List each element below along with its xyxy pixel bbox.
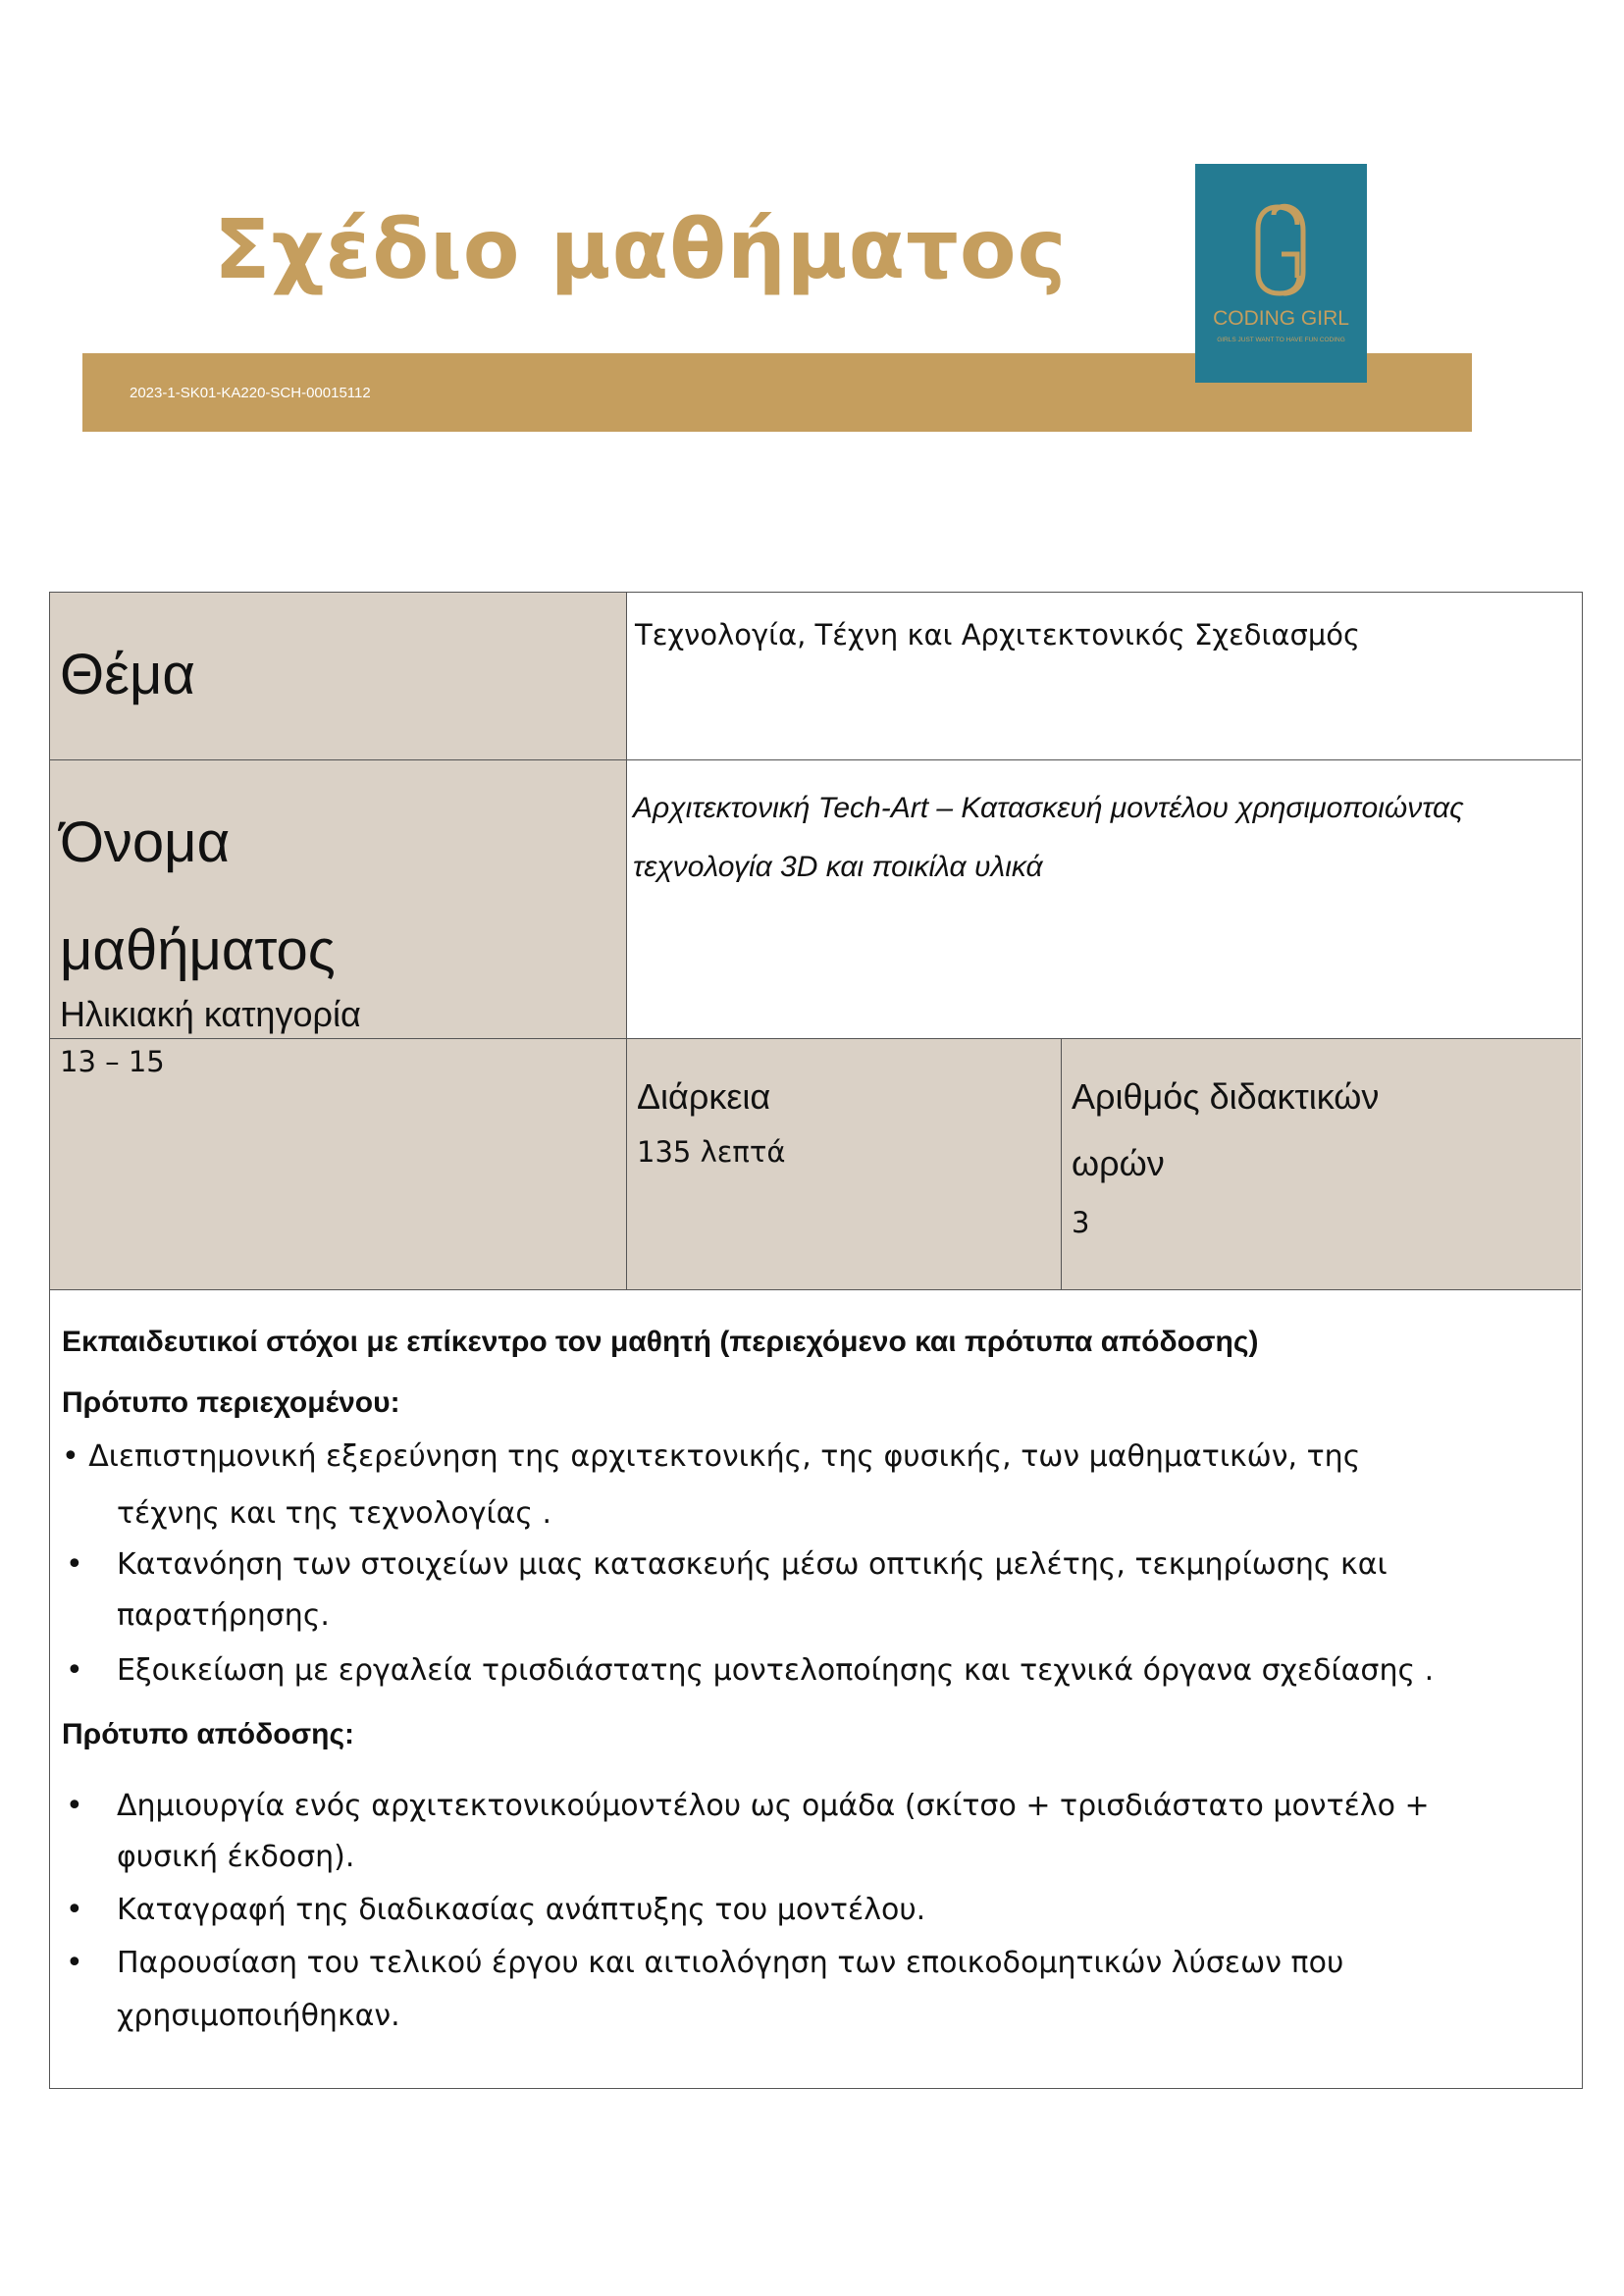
lesson-name-value-cell [627, 760, 1581, 1039]
performance-item-3-line2: χρησιμοποιήθηκαν. [117, 1999, 400, 2033]
duration-label: Διάρκεια [637, 1076, 771, 1117]
hours-label-2: ωρών [1072, 1143, 1165, 1183]
content-item-3-line1: Εξοικείωση με εργαλεία τρισδιάστατης μοντελοποίησης και τεχνικά όργανα σχεδίασης . [117, 1653, 1435, 1688]
logo-tagline: GIRLS JUST WANT TO HAVE FUN CODING [1217, 337, 1345, 343]
hours-label-1: Αριθμός διδακτικών [1072, 1076, 1380, 1117]
bullet-icon: • [66, 1789, 83, 1823]
content-item-2-line2: παρατήρησης. [117, 1598, 330, 1633]
hours-value: 3 [1072, 1206, 1090, 1239]
bullet-icon: • [66, 1547, 83, 1582]
page-title: Σχέδιο μαθήματος [214, 201, 1068, 297]
bullet-icon: • [66, 1946, 83, 1980]
subject-label-cell [50, 593, 627, 760]
lesson-plan-table [49, 592, 1583, 2089]
performance-item-2-line1: Καταγραφή της διαδικασίας ανάπτυξης του μοντέλου. [117, 1893, 926, 1927]
lesson-name-label-1: Όνομα [60, 810, 231, 874]
age-value-cell [50, 1039, 627, 1290]
cg-monogram-icon [1238, 203, 1323, 301]
subject-value-cell [627, 593, 1581, 760]
content-item-2-line1: Κατανόηση των στοιχείων μιας κατασκευής μέσω οπτικής μελέτης, τεκμηρίωσης και [117, 1547, 1388, 1582]
duration-cell [627, 1039, 1062, 1290]
performance-standard-heading: Πρότυπο απόδοσης: [62, 1718, 355, 1750]
lesson-name-label-cell [50, 760, 627, 1039]
age-value: 13 – 15 [60, 1045, 165, 1078]
bullet-icon: • [66, 1893, 83, 1927]
age-label: Ηλικιακή κατηγορία [60, 994, 361, 1034]
performance-item-1-line1: Δημιουργία ενός αρχιτεκτονικούμοντέλου ως ομάδα (σκίτσο + τρισδιάστατο μοντέλο + [117, 1789, 1430, 1823]
lesson-name-label-2: μαθήματος [60, 918, 336, 982]
objectives-section [62, 1290, 1572, 2085]
subject-value: Τεχνολογία, Τέχνη και Αρχιτεκτονικός Σχεδιασμός [635, 618, 1361, 652]
performance-item-1-line2: φυσική έκδοση). [117, 1840, 355, 1874]
content-item-1-line1: • Διεπιστημονική εξερεύνηση της αρχιτεκτονικής, της φυσικής, των μαθηματικών, της [62, 1439, 1361, 1474]
performance-item-3-line1: Παρουσίαση του τελικού έργου και αιτιολόγηση των εποικοδομητικών λύσεων που [117, 1946, 1344, 1980]
content-standard-heading: Πρότυπο περιεχομένου: [62, 1386, 400, 1419]
hours-cell [1062, 1039, 1581, 1290]
logo-name: CODING GIRL [1213, 307, 1349, 330]
subject-label: Θέμα [60, 643, 195, 706]
objectives-heading: Εκπαιδευτικοί στόχοι με επίκεντρο τον μαθητή (περιεχόμενο και πρότυπα απόδοσης) [62, 1326, 1259, 1358]
lesson-name-value-2: τεχνολογία 3D και ποικίλα υλικά [633, 851, 1043, 883]
content-item-1-line2: τέχνης και της τεχνολογίας . [117, 1496, 552, 1531]
project-code: 2023-1-SK01-KA220-SCH-00015112 [130, 385, 371, 401]
coding-girl-logo [1195, 164, 1367, 383]
lesson-name-value-1: Αρχιτεκτονική Tech-Art – Κατασκευή μοντέλου χρησιμοποιώντας [633, 792, 1464, 824]
bullet-icon: • [66, 1653, 83, 1688]
duration-value: 135 λεπτά [637, 1135, 786, 1169]
